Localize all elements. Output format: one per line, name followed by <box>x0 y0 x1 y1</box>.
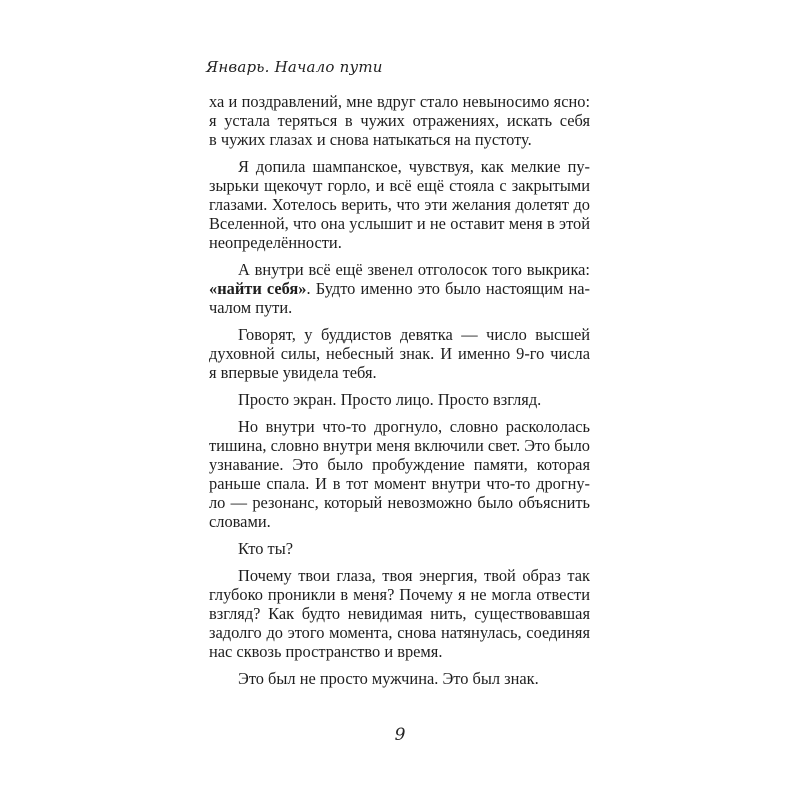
text-line: узнавание. Это было пробуждение памяти, которая <box>209 455 590 474</box>
text-line: ло — резонанс, который невозможно было объяснить <box>209 493 590 512</box>
text-line: нас сквозь пространство и время. <box>209 642 443 661</box>
text-line: А внутри всё ещё звенел отголосок того выкрика: <box>238 260 590 279</box>
text-line: глазами. Хотелось верить, что эти желания долетят до <box>209 195 590 214</box>
text-line: чалом пути. <box>209 298 293 317</box>
text-line: Просто экран. Просто лицо. Просто взгляд. <box>238 390 542 409</box>
text-line: Я допила шампанское, чувствуя, как мелкие пу- <box>238 157 590 176</box>
text-line: «найти себя». Будто именно это было настоящим на- <box>209 279 590 298</box>
text-line: зырьки щекочут горло, и всё ещё стояла с закрытыми <box>209 176 590 195</box>
running-head: Январь. Начало пути <box>206 58 383 76</box>
paragraph <box>209 325 590 382</box>
text-line: ха и поздравлений, мне вдруг стало невыносимо ясно: <box>209 92 590 111</box>
text-line: словами. <box>209 512 271 531</box>
text-line: Это был не просто мужчина. Это был знак. <box>238 669 539 688</box>
paragraph <box>209 669 590 688</box>
text-line: Кто ты? <box>238 539 293 558</box>
paragraph <box>209 566 590 661</box>
text-line: тишина, словно внутри меня включили свет. Это было <box>209 436 590 455</box>
text-line: раньше спала. И в тот момент внутри что-то дрогну- <box>209 474 590 493</box>
text-line: Почему твои глаза, твоя энергия, твой образ так <box>238 566 590 585</box>
text-line: Говорят, у буддистов девятка — число высшей <box>238 325 590 344</box>
text-line: взгляд? Как будто невидимая нить, существовавшая <box>209 604 590 623</box>
paragraph <box>209 92 590 149</box>
emphasis: «найти себя» <box>209 279 307 298</box>
text-line: Вселенной, что она услышит и не оставит меня в этой <box>209 214 590 233</box>
text-line: неопределённости. <box>209 233 342 252</box>
text-line: Но внутри что-то дрогнуло, словно раскололась <box>238 417 590 436</box>
paragraph <box>209 417 590 531</box>
body-text <box>209 92 590 688</box>
paragraph <box>209 390 590 409</box>
paragraph <box>209 260 590 317</box>
text-line: я впервые увидела тебя. <box>209 363 377 382</box>
text-line: я устала теряться в чужих отражениях, искать себя <box>209 111 590 130</box>
page-number: 9 <box>394 725 406 745</box>
paragraph <box>209 539 590 558</box>
text-line: духовной силы, небесный знак. И именно 9-го числа <box>209 344 590 363</box>
text-line: задолго до этого момента, снова натянулась, соединяя <box>209 623 590 642</box>
paragraph <box>209 157 590 252</box>
text-line: в чужих глазах и снова натыкаться на пустоту. <box>209 130 532 149</box>
text-line: глубоко проникли в меня? Почему я не могла отвести <box>209 585 590 604</box>
